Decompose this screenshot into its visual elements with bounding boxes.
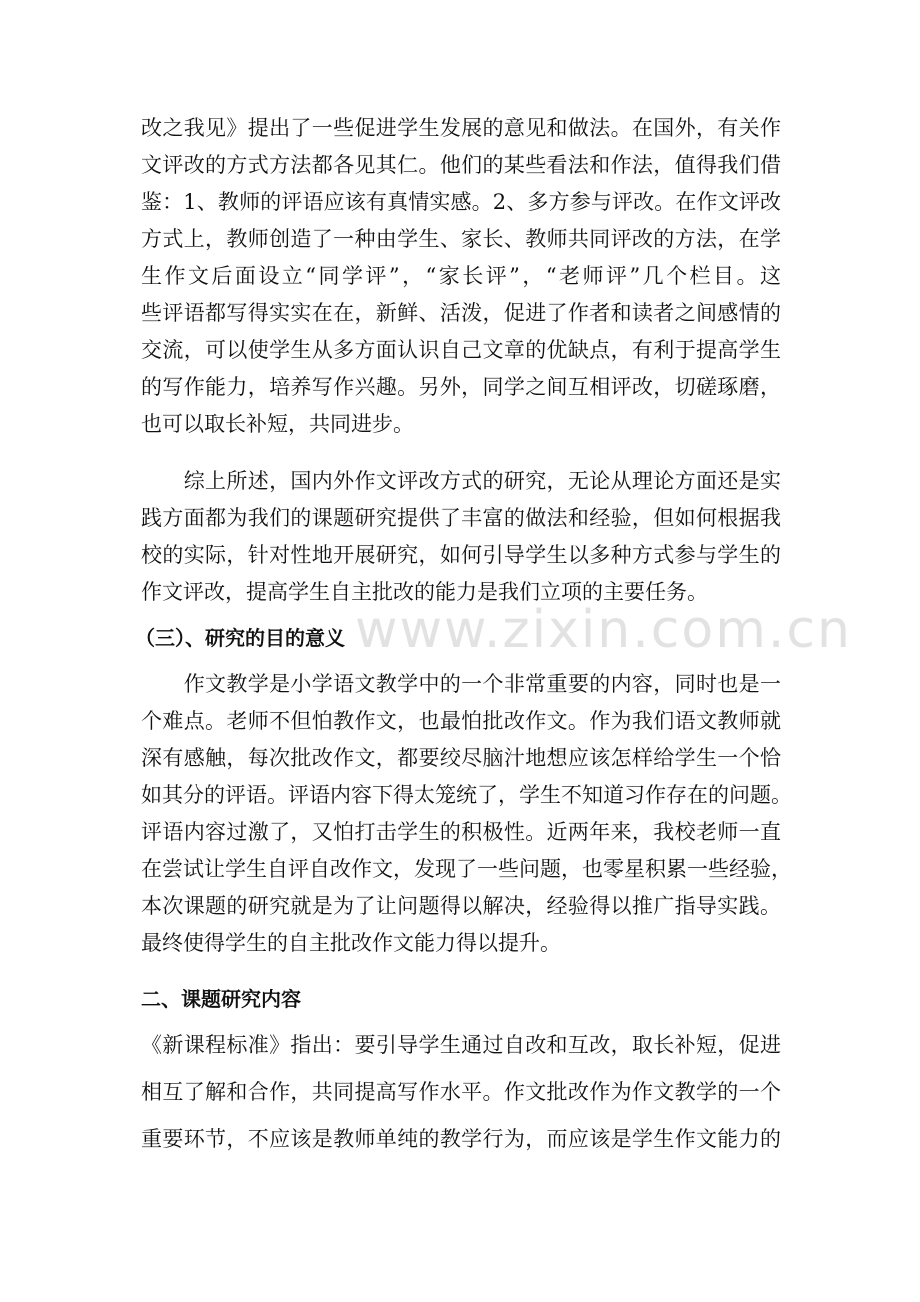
text-line: 文评改的方式方法都各见其仁。他们的某些看法和作法，值得我们借 — [141, 153, 781, 177]
text-line: 《新课程标准》指出：要引导学生通过自改和互改，取长补短，促进 — [141, 1033, 781, 1057]
text-line: 最终使得学生的自主批改作文能力得以提升。 — [141, 931, 561, 955]
text-line: 作文教学是小学语文教学中的一个非常重要的内容，同时也是一 — [141, 672, 781, 696]
section-heading-purpose: （三）、研究的目的意义 — [135, 626, 345, 650]
text-line: 评语内容过激了，又怕打击学生的积极性。近两年来，我校老师一直 — [141, 820, 781, 844]
text-line: 重要环节，不应该是教师单纯的教学行为，而应该是学生作文能力的 — [141, 1127, 781, 1151]
text-line: 鉴：1、教师的评语应该有真情实感。2、多方参与评改。在作文评改 — [141, 190, 781, 214]
section-heading-content: 二、课题研究内容 — [141, 987, 301, 1011]
text-line: 作文评改，提高学生自主批改的能力是我们立项的主要任务。 — [141, 580, 708, 604]
text-line: 生作文后面设立“同学评”，“家长评”，“老师评”几个栏目。这 — [141, 264, 781, 288]
text-line: 综上所述，国内外作文评改方式的研究，无论从理论方面还是实 — [141, 469, 781, 493]
text-line: 相互了解和合作，共同提高写作水平。作文批改作为作文教学的一个 — [141, 1080, 781, 1104]
text-line: 改之我见》提出了一些促进学生发展的意见和做法。在国外，有关作 — [141, 116, 781, 140]
paragraph-foreign-methods — [141, 110, 781, 443]
text-line: 校的实际，针对性地开展研究，如何引导学生以多种方式参与学生的 — [141, 543, 781, 567]
text-line: 深有感触，每次批改作文，都要绞尽脑汁地想应该怎样给学生一个恰 — [141, 746, 781, 770]
text-line: 个难点。老师不但怕教作文，也最怕批改作文。作为我们语文教师就 — [141, 709, 781, 733]
paragraph-summary — [141, 463, 781, 611]
text-line: 也可以取长补短，共同进步。 — [141, 412, 414, 436]
text-line: 方式上，教师创造了一种由学生、家长、教师共同评改的方法，在学 — [141, 227, 781, 251]
text-line: 践方面都为我们的课题研究提供了丰富的做法和经验，但如何根据我 — [141, 506, 781, 530]
text-line: 的写作能力，培养写作兴趣。另外，同学之间互相评改，切磋琢磨， — [141, 375, 781, 399]
text-line: 如其分的评语。评语内容下得太笼统了，学生不知道习作存在的问题。 — [141, 783, 792, 807]
watermark: www.zixin.com.cn — [355, 600, 852, 660]
text-line: 本次课题的研究就是为了让问题得以解决，经验得以推广指导实践。 — [141, 894, 781, 918]
paragraph-purpose — [141, 666, 792, 962]
paragraph-curriculum — [141, 1022, 781, 1163]
text-line: 交流，可以使学生从多方面认识自己文章的优缺点，有利于提高学生 — [141, 338, 781, 362]
text-line: 些评语都写得实实在在，新鲜、活泼，促进了作者和读者之间感情的 — [141, 301, 781, 325]
text-line: 在尝试让学生自评自改作文，发现了一些问题，也零星积累一些经验， — [141, 857, 792, 881]
